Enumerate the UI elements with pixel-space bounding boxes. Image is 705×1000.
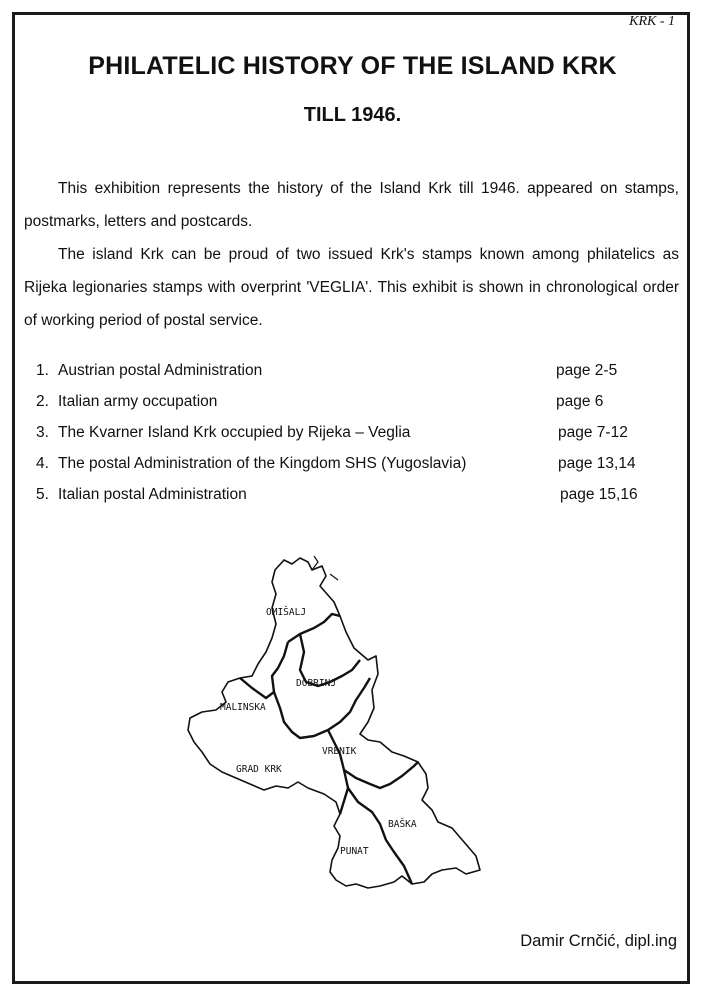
- intro-paragraph-1: This exhibition represents the history of the Island Krk till 1946. appeared on stamps, postmarks, letters and postcards.: [24, 180, 679, 230]
- krk-island-map: [180, 552, 510, 897]
- contents-number: 2.: [36, 393, 49, 410]
- contents-title: Italian army occupation: [58, 393, 218, 410]
- contents-item: [36, 424, 651, 455]
- map-label-dobrinj: DOBRINJ: [296, 678, 337, 689]
- contents-title: The postal Administration of the Kingdom SHS (Yugoslavia): [58, 455, 467, 472]
- intro-text: [24, 172, 679, 337]
- contents-page: page 2-5: [556, 362, 618, 379]
- contents-number: 5.: [36, 486, 49, 503]
- map-label-grad-krk: GRAD KRK: [236, 764, 282, 775]
- page-reference: KRK - 1: [629, 14, 675, 29]
- contents-title: Italian postal Administration: [58, 486, 247, 503]
- contents-title: The Kvarner Island Krk occupied by Rijeka – Veglia: [58, 424, 411, 441]
- page-title: PHILATELIC HISTORY OF THE ISLAND KRK: [88, 52, 617, 80]
- intro-paragraph-2: The island Krk can be proud of two issued Krk's stamps known among philatelics as Rijeka legionaries stamps with overprint 'VEGLIA'. This exhibit is shown in chronological order of working period of postal service.: [24, 246, 679, 329]
- contents-page: page 13,14: [558, 455, 636, 472]
- contents-item: [36, 455, 651, 486]
- map-label-malinska: MALINSKA: [220, 702, 266, 713]
- contents-item: [36, 486, 651, 517]
- map-label-punat: PUNAT: [340, 846, 369, 857]
- contents-number: 4.: [36, 455, 49, 472]
- island-outline: [188, 558, 480, 888]
- contents-page: page 7-12: [558, 424, 628, 441]
- contents-page: page 15,16: [560, 486, 638, 503]
- contents-item: [36, 393, 651, 424]
- contents-list: [36, 362, 651, 517]
- map-label-vrbnik: VRBNIK: [322, 746, 357, 757]
- contents-title: Austrian postal Administration: [58, 362, 263, 379]
- author-signature: Damir Crnčić, dipl.ing: [520, 932, 677, 950]
- page-subtitle: TILL 1946.: [303, 104, 402, 126]
- contents-page: page 6: [556, 393, 604, 410]
- contents-number: 1.: [36, 362, 49, 379]
- map-label-baska: BAŠKA: [388, 819, 417, 830]
- map-label-omisalj: OMIŠALJ: [266, 607, 307, 618]
- contents-item: [36, 362, 651, 393]
- contents-number: 3.: [36, 424, 49, 441]
